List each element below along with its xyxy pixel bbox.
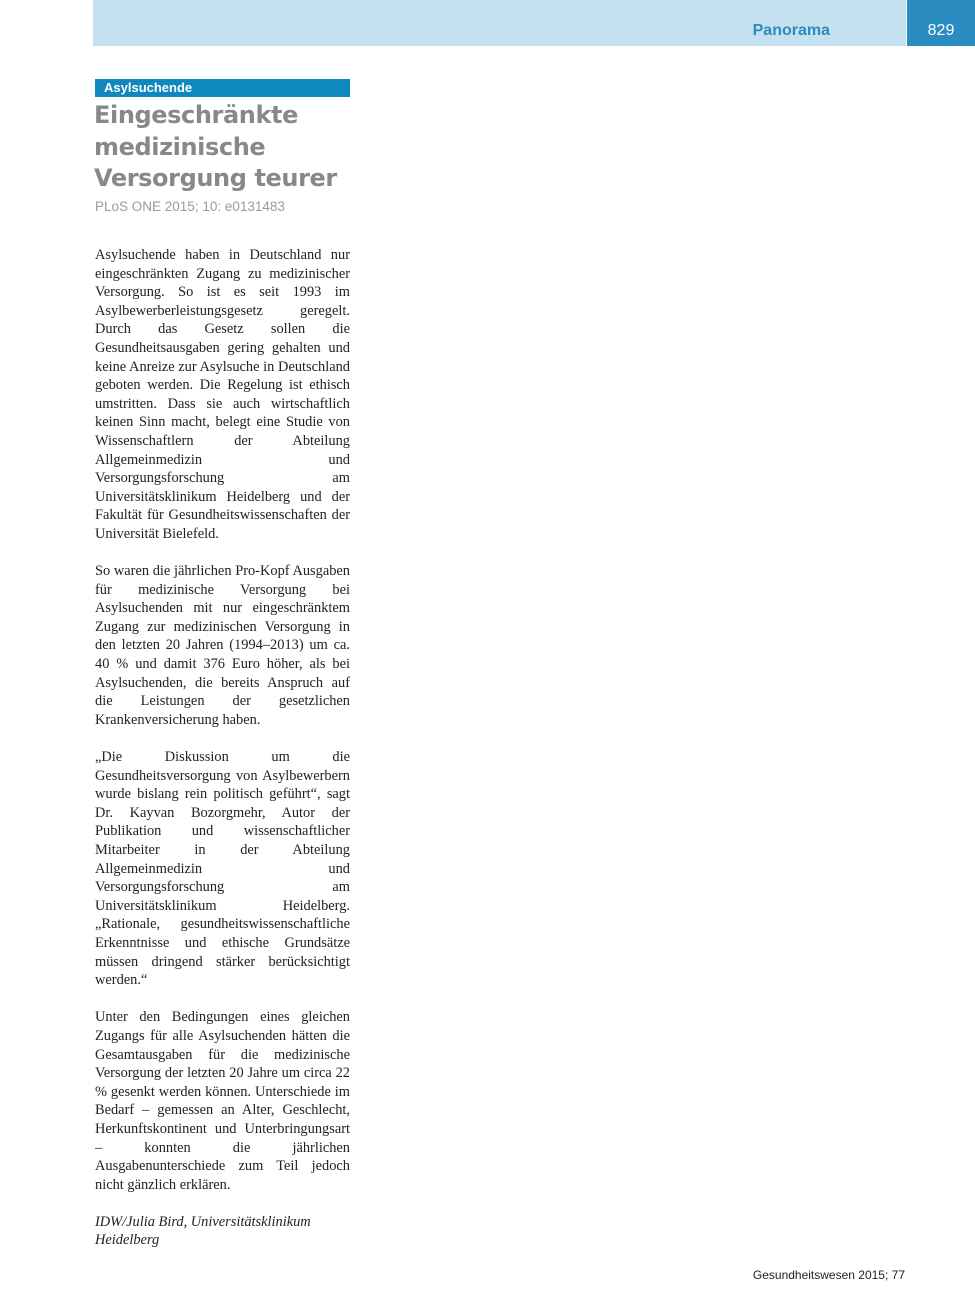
section-label: Panorama: [752, 22, 830, 39]
article-title: Eingeschränkte medizinische Versorgung teurer: [94, 101, 337, 192]
footer-journal-reference: Gesundheitswesen 2015; 77: [752, 1268, 905, 1282]
paragraph: „Die Diskussion um die Gesundheitsversorgung von Asylbewerbern wurde bislang rein politisch geführt“, sagt Dr. Kayvan Bozorgmehr, Autor der Publikation und wissenschaftlicher Mitarbeiter in der Abteilung Allgemeinmedizin und Versorgungsforschung am Universitätsklinikum Heidelberg. „Rationale, gesundheitswissenschaftliche Erkenntnisse und ethische Grundsätze müssen dringend stärker berücksichtigt werden.“: [95, 749, 350, 989]
paragraph: Unter den Bedingungen eines gleichen Zugangs für alle Asylsuchenden hätten die Gesamtausgaben für die medizinische Versorgung der letzten 20 Jahre um circa 22 % gesenkt werden können. Unterschiede im Bedarf – gemessen an Alter, Geschlecht, Herkunftskontinent und Unterbringungsart – konnten die jährlichen Ausgabenunterschiede zum Teil jedoch nicht gänzlich erklären.: [95, 1009, 350, 1193]
page-number-box: [907, 0, 975, 46]
page-number: 829: [927, 22, 955, 39]
paragraph: So waren die jährlichen Pro-Kopf Ausgaben für medizinische Versorgung bei Asylsuchenden mit nur eingeschränktem Zugang zur medizinischen Versorgung in den letzten 20 Jahren (1994–2013) um ca. 40 % und damit 376 Euro höher, als bei Asylsuchenden, die bereits Anspruch auf die Leistungen der gesetzlichen Krankenversicherung haben.: [95, 563, 350, 728]
author-credit: IDW/Julia Bird, Universitätsklinikum Heidelberg: [95, 1213, 311, 1249]
category-tag: Asylsuchende: [95, 79, 350, 97]
article-body: [95, 246, 350, 1269]
header-bar: [93, 0, 906, 46]
paragraph: Asylsuchende haben in Deutschland nur eingeschränkten Zugang zu medizinischer Versorgung. So ist es seit 1993 im Asylbewerberleistungsgesetz geregelt. Durch das Gesetz sollen die Gesundheitsausgaben gering gehalten und keine Anreize zur Asylsuche in Deutschland geboten werden. Die Regelung ist ethisch umstritten. Dass sie auch wirtschaftlich keinen Sinn macht, belegt eine Studie von Wissenschaftlern der Abteilung Allgemeinmedizin und Versorgungsforschung am Universitätsklinikum Heidelberg und der Fakultät für Gesundheitswissenschaften der Universität Bielefeld.: [95, 247, 350, 542]
citation: PLoS ONE 2015; 10: e0131483: [95, 199, 285, 214]
